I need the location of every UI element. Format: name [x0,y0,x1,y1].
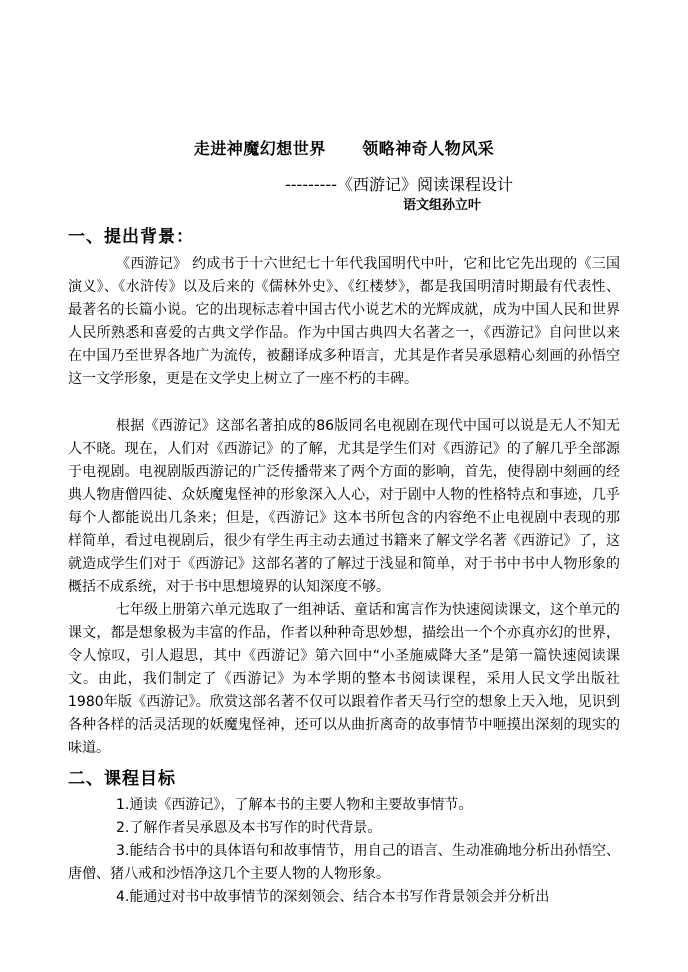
goal-item-2: 2.了解作者吴承恩及本书写作的时代背景。 [116,820,382,836]
document-author: 语文组孙立叶 [403,198,482,213]
document-title: 走进神魔幻想世界 领略神奇人物风采 [193,139,495,158]
goal-item-4: 4.能通过对书中故事情节的深刻领会、结合本书写作背景领会并分析出 [116,889,550,905]
document-subtitle: ---------《西游记》阅读课程设计 [285,175,513,194]
section-heading-goals: 二、课程目标 [68,769,176,789]
section-heading-background: 一、提出背景： [68,227,194,247]
background-paragraph-3: 七年级上册第六单元选取了一组神话、童话和寓言作为快速阅读课文，这个单元的课文，都是想象极为丰富的作品，作者以种种奇思妙想，描绘出一个个亦真亦幻的世界，令人惊叹，引人遐思，其中《西游记》第六回中“小圣施威降大圣”是第一篇快速阅读课文。由此，我们制定了《西游记》为本学期的整本书阅读课程，采用人民文学出版社1980年版《西游记》。欣赏这部名著不仅可以跟着作者天马行空的想象上天入地，见识到各种各样的活灵活现的妖魔鬼怪神，还可以从曲折离奇的故事情节中咂摸出深刻的现实的味道。 [68,602,620,756]
background-paragraph-2: 根据《西游记》这部名著拍成的86版同名电视剧在现代中国可以说是无人不知无人不晓。现在，人们对《西游记》的了解，尤其是学生们对《西游记》的了解几乎全部源于电视剧。电视剧版西游记的广泛传播带来了两个方面的影响，首先，使得剧中刻画的经典人物唐僧四徒、众妖魔鬼怪神的形象深入人心，对于剧中人物的性格特点和事迹，几乎每个人都能说出几条来；但是，《西游记》这本书所包含的内容绝不止电视剧中表现的那样简单，看过电视剧后，很少有学生再主动去通过书籍来了解文学名著《西游记》了，这就造成学生们对于《西游记》这部名著的了解过于浅显和简单，对于书中书中人物形象的概括不成系统，对于书中思想境界的认知深度不够。 [68,418,620,595]
goal-item-3: 3.能结合书中的具体语句和故事情节，用自己的语言、生动准确地分析出孙悟空、唐僧、猪八戒和沙悟净这几个主要人物的人物形象。 [68,843,620,882]
goal-item-1: 1.通读《西游记》，了解本书的主要人物和主要故事情节。 [116,797,473,813]
background-paragraph-1: 《西游记》 约成书于十六世纪七十年代我国明代中叶，它和比它先出现的《三国演义》、《水浒传》以及后来的《儒林外史》、《红楼梦》，都是我国明清时期最有代表性、最著名的长篇小说。它的出现标志着中国古代小说艺术的光辉成就，成为中国人民和世界人民所熟悉和喜爱的古典文学作品。作为中国古典四大名著之一，《西游记》自问世以来在中国乃至世界各地广为流传，被翻译成多种语言，尤其是作者吴承恩精心刻画的孙悟空这一文学形象，更是在文学史上树立了一座不朽的丰碑。 [68,256,620,387]
